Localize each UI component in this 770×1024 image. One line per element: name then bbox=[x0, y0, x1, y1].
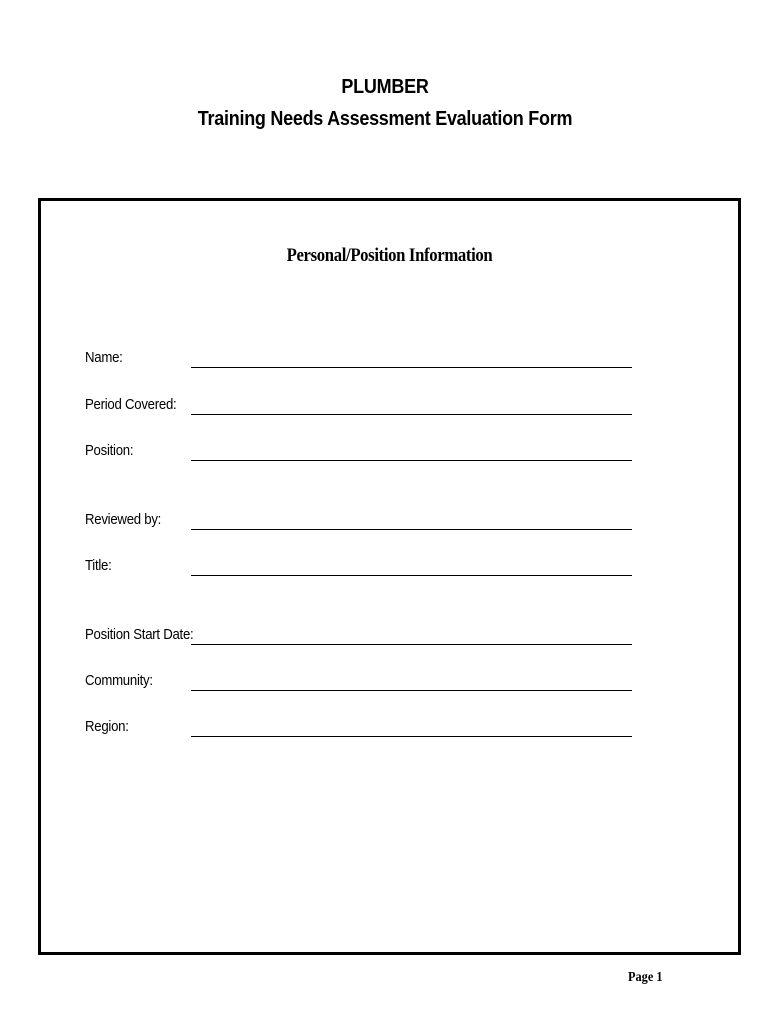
title-label: Title: bbox=[85, 557, 112, 574]
name-field[interactable] bbox=[85, 349, 675, 373]
position-start-date-label: Position Start Date: bbox=[85, 626, 194, 643]
position-start-date-field[interactable] bbox=[85, 626, 675, 650]
position-label: Position: bbox=[85, 442, 134, 459]
period-covered-label: Period Covered: bbox=[85, 396, 177, 413]
period-covered-field[interactable] bbox=[85, 396, 675, 420]
community-input-line[interactable] bbox=[191, 690, 632, 691]
position-start-date-input-line[interactable] bbox=[191, 644, 632, 645]
position-field[interactable] bbox=[85, 442, 675, 466]
reviewed-by-label: Reviewed by: bbox=[85, 511, 162, 528]
title-field[interactable] bbox=[85, 557, 675, 581]
reviewed-by-field[interactable] bbox=[85, 511, 675, 535]
section-title: Personal/Position Information bbox=[286, 245, 493, 266]
community-field[interactable] bbox=[85, 672, 675, 696]
name-label: Name: bbox=[85, 349, 123, 366]
name-input-line[interactable] bbox=[191, 367, 632, 368]
period-covered-input-line[interactable] bbox=[191, 414, 632, 415]
region-field[interactable] bbox=[85, 718, 675, 742]
community-label: Community: bbox=[85, 672, 153, 689]
page-number: Page 1 bbox=[628, 970, 663, 985]
region-input-line[interactable] bbox=[191, 736, 632, 737]
document-subtitle: Training Needs Assessment Evaluation Form bbox=[197, 108, 573, 130]
personal-information-box bbox=[38, 198, 741, 955]
reviewed-by-input-line[interactable] bbox=[191, 529, 632, 530]
position-input-line[interactable] bbox=[191, 460, 632, 461]
document-title: PLUMBER bbox=[341, 76, 429, 98]
title-input-line[interactable] bbox=[191, 575, 632, 576]
region-label: Region: bbox=[85, 718, 129, 735]
